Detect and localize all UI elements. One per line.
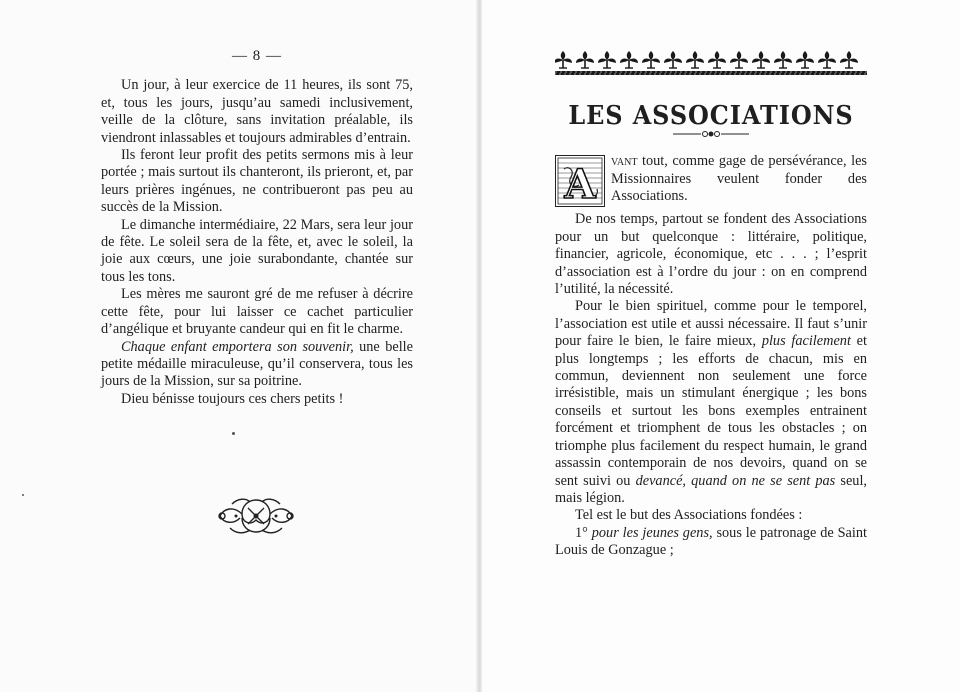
speck bbox=[22, 494, 24, 496]
paragraph-text: seul, mais légion. bbox=[555, 472, 867, 506]
italic-phrase: plus facilement bbox=[761, 333, 851, 350]
paragraph: Dieu bénisse toujours ces chers petits ! bbox=[121, 390, 344, 407]
section-title: LES ASSOCIATIONS bbox=[568, 101, 854, 131]
floral-headband-icon bbox=[555, 48, 867, 78]
paragraph-text: et plus longtemps ; les efforts de chacun, mis en commun, deviennent non seulement une force irrésistible, mais un stimulant énergique ; les bons conseils et surtout les bons exemples entrainent forcément et triomphent de tous les obstacles ; on triomphe plus facilement du respect humain, le grand assassin contemporain de nos devoirs, quand on se sent suivi ou bbox=[555, 333, 867, 489]
italic-phrase: devancé, quand on ne se sent pas bbox=[635, 472, 836, 489]
paragraph-text: 1° bbox=[575, 524, 592, 541]
paragraph bbox=[555, 525, 867, 560]
paragraph: Le dimanche intermédiaire, 22 Mars, sera leur jour de fête. Le soleil sera de la fête, et, avec le soleil, la joie aux cœurs, une joie surabondante, chantée sur tous les tons. bbox=[101, 216, 413, 285]
paragraph: Tel est le but des Associations fondées : bbox=[575, 507, 803, 524]
paragraph-text: sous le patronage de Saint Louis de Gonzague ; bbox=[555, 524, 867, 559]
page-number: — 8 — bbox=[232, 48, 282, 64]
paragraph: Les mères me sauront gré de me refuser à décrire cette fête, pour lui laisser ce cachet particulier d’angélique et bruyante candeur qui en fit le charme. bbox=[101, 286, 413, 338]
paragraph: Un jour, à leur exercice de 11 heures, ils sont 75, et, tous les jours, jusqu’au samedi inclusivement, veille de la clôture, sans invitation préalable, ils viendront inlassables et toujours admirables d’entrain. bbox=[101, 77, 413, 146]
intro-block bbox=[555, 153, 867, 211]
left-text-column bbox=[101, 48, 413, 408]
italic-phrase: pour les jeunes gens, bbox=[591, 524, 713, 541]
paragraph-text: une belle petite médaille miraculeuse, qu’il conservera, tous les jours de la Mission, sur sa poitrine. bbox=[101, 338, 414, 390]
paragraph bbox=[101, 339, 413, 391]
paragraph bbox=[555, 298, 867, 507]
dropcap-icon bbox=[555, 155, 605, 207]
paragraph: Ils feront leur profit des petits sermons mis à leur portée ; mais surtout ils chanteront, ils prieront, et, par leurs prières ingénues, ne contribueront pas peu au succès de la Mission. bbox=[101, 147, 413, 216]
floral-tailpiece-icon bbox=[212, 494, 300, 538]
speck bbox=[232, 432, 235, 435]
right-text-column bbox=[555, 48, 867, 560]
paragraph: De nos temps, partout se fondent des Associations pour un but quelconque : littéraire, politique, financier, agricole, économique, etc . . . ; l’esprit d’association est à l’ordre du jour : on en comprend l’utilité, la nécessité. bbox=[555, 211, 867, 298]
paragraph-text: tout, comme gage de persévérance, les Missionnaires veulent fonder des Associations. bbox=[611, 153, 867, 205]
dropcap-letter: A bbox=[564, 161, 596, 208]
italic-phrase: Chaque enfant emportera son souvenir, bbox=[121, 338, 354, 355]
smallcaps-word: vant bbox=[611, 153, 638, 170]
paragraph-text: Pour le bien spirituel, comme pour le temporel, l’association est utile et aussi nécessaire. Il faut s’unir pour faire le bien, le faire mieux, bbox=[555, 298, 867, 350]
left-page bbox=[0, 0, 478, 692]
